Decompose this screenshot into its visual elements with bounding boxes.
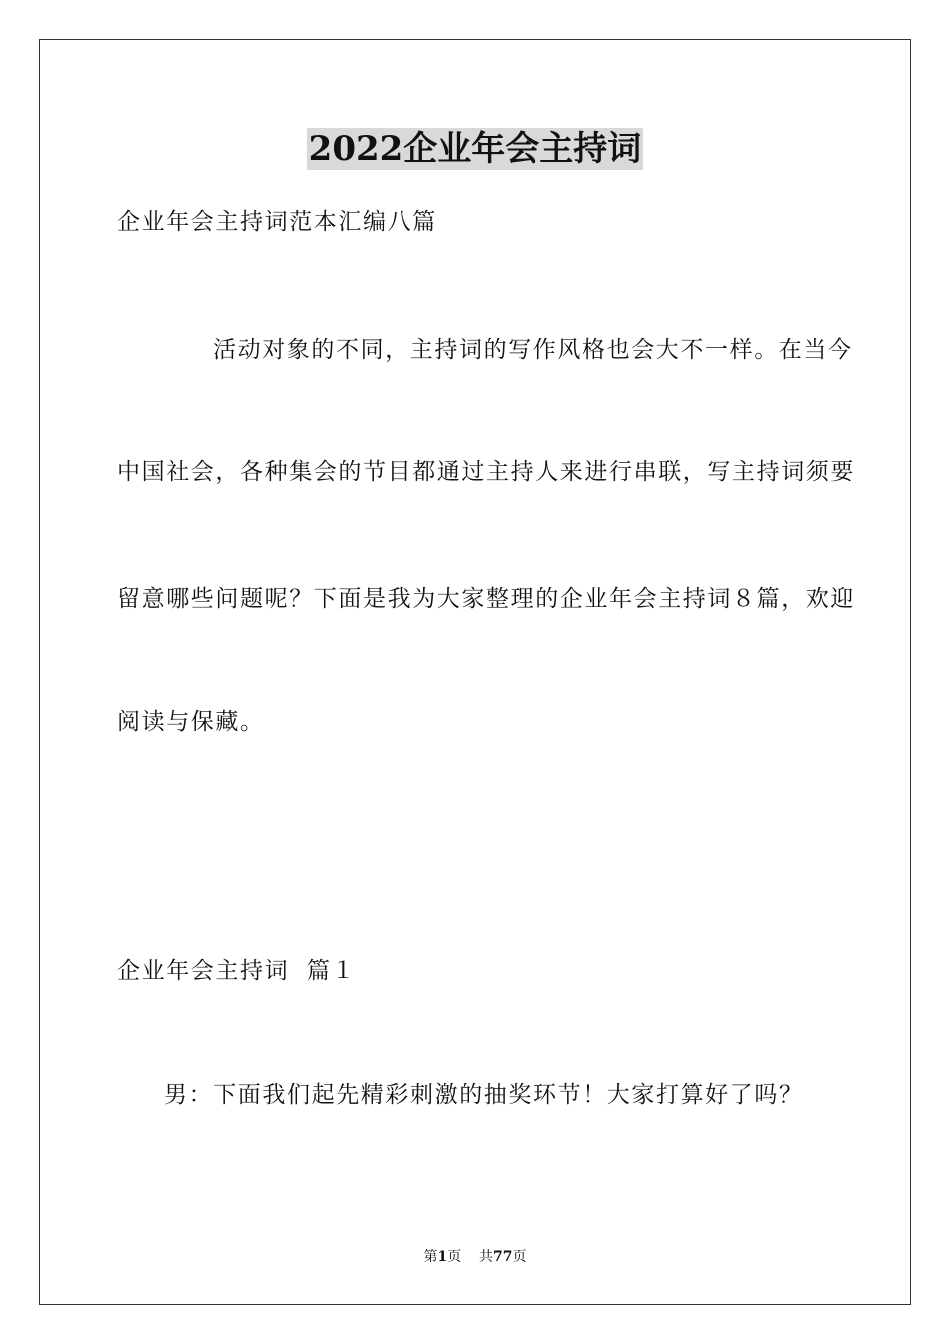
intro-line-2: 中国社会，各种集会的节目都通过主持人来进行串联，写主持词须要 <box>117 459 855 485</box>
footer-total-suffix: 页 <box>512 1249 527 1265</box>
footer-page-number: 1 <box>437 1249 448 1265</box>
footer-total-prefix: 共 <box>479 1249 494 1265</box>
intro-line-1: 活动对象的不同，主持词的写作风格也会大不一样。在当今 <box>213 337 853 363</box>
page-footer <box>0 1247 950 1267</box>
footer-total-pages: 77 <box>493 1249 513 1265</box>
intro-line-3: 留意哪些问题呢？下面是我为大家整理的企业年会主持词８篇，欢迎 <box>117 586 855 612</box>
title-container <box>0 128 950 170</box>
document-title: 2022企业年会主持词 <box>308 129 642 169</box>
intro-line-4: 阅读与保藏。 <box>117 709 265 735</box>
section-heading: 企业年会主持词 篇１ <box>117 958 357 984</box>
footer-page-suffix: 页 <box>447 1249 462 1265</box>
document-subtitle: 企业年会主持词范本汇编八篇 <box>117 209 437 235</box>
dialog-line: 男：下面我们起先精彩刺激的抽奖环节！大家打算好了吗？ <box>164 1082 804 1108</box>
footer-page-prefix: 第 <box>423 1249 438 1265</box>
